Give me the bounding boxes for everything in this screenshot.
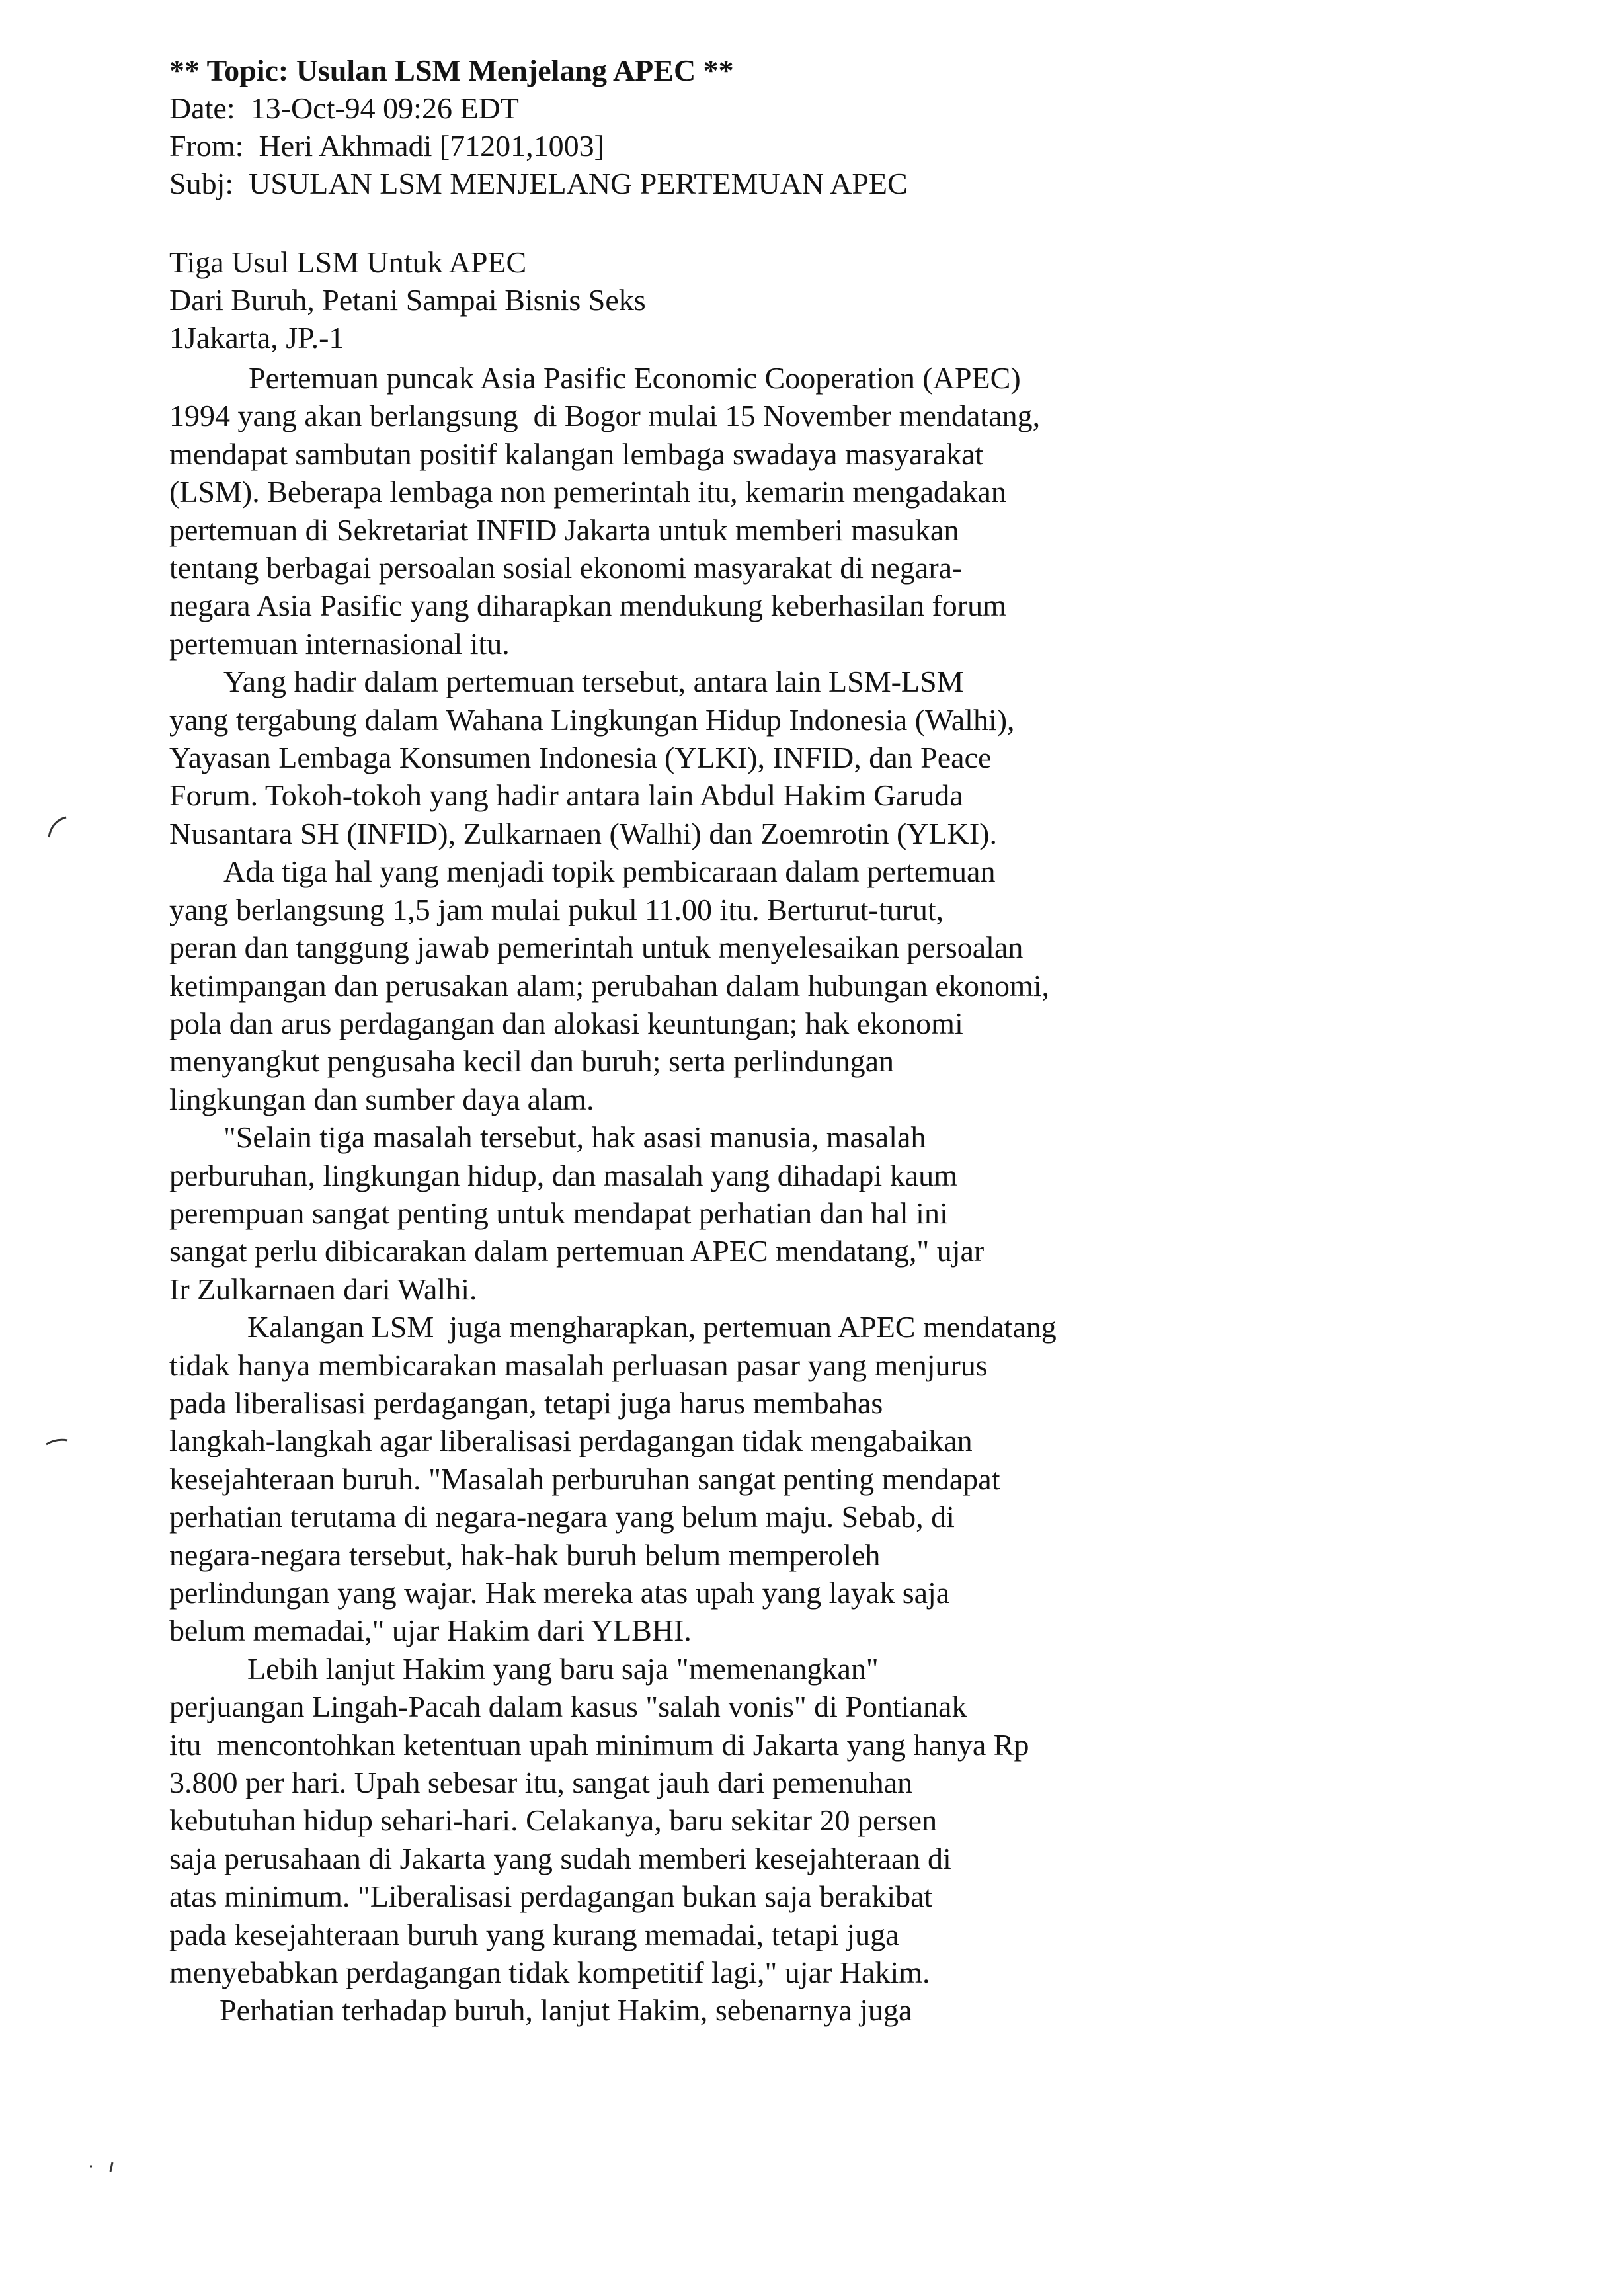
text-line: Yang hadir dalam pertemuan tersebut, antara lain LSM-LSM bbox=[223, 665, 964, 699]
paragraph bbox=[169, 1650, 1187, 1992]
text-line: negara-negara tersebut, hak-hak buruh belum memperoleh bbox=[169, 1538, 881, 1572]
subject-line bbox=[169, 165, 908, 202]
text-line: tentang berbagai persoalan sosial ekonomi masyarakat di negara- bbox=[169, 551, 963, 585]
subject-value: USULAN LSM MENJELANG PERTEMUAN APEC bbox=[249, 167, 908, 200]
text-line: pada liberalisasi perdagangan, tetapi juga harus membahas bbox=[169, 1385, 883, 1420]
text-line: pertemuan internasional itu. bbox=[169, 626, 510, 661]
email-header bbox=[169, 52, 908, 202]
article-body bbox=[169, 359, 1187, 2030]
text-line: Lebih lanjut Hakim yang baru saja "memenangkan" bbox=[247, 1651, 879, 1686]
date-value: 13-Oct-94 09:26 EDT bbox=[250, 91, 519, 125]
scan-mark bbox=[46, 813, 73, 840]
text-line: yang tergabung dalam Wahana Lingkungan Hidup Indonesia (Walhi), bbox=[169, 702, 1015, 737]
text-line: itu mencontohkan ketentuan upah minimum di Jakarta yang hanya Rp bbox=[169, 1727, 1029, 1762]
text-line: peran dan tanggung jawab pemerintah untuk menyelesaikan persoalan bbox=[169, 930, 1024, 965]
from-value: Heri Akhmadi [71201,1003] bbox=[259, 129, 604, 163]
text-line: kesejahteraan buruh. "Masalah perburuhan sangat penting mendapat bbox=[169, 1461, 1000, 1496]
article-title: Tiga Usul LSM Untuk APEC bbox=[169, 245, 527, 279]
text-line: pertemuan di Sekretariat INFID Jakarta untuk memberi masukan bbox=[169, 512, 959, 547]
text-line: (LSM). Beberapa lembaga non pemerintah itu, kemarin mengadakan bbox=[169, 475, 1006, 509]
paragraph bbox=[169, 1308, 1187, 1650]
paragraph bbox=[169, 359, 1187, 663]
text-line: kebutuhan hidup sehari-hari. Celakanya, baru sekitar 20 persen bbox=[169, 1803, 938, 1838]
text-line: "Selain tiga masalah tersebut, hak asasi manusia, masalah bbox=[223, 1120, 926, 1155]
from-label: From: bbox=[169, 129, 244, 163]
subject-label: Subj: bbox=[169, 167, 234, 200]
text-line: 3.800 per hari. Upah sebesar itu, sangat jauh dari pemenuhan bbox=[169, 1766, 913, 1800]
text-line: menyangkut pengusaha kecil dan buruh; serta perlindungan bbox=[169, 1044, 895, 1079]
article-headings bbox=[169, 243, 646, 356]
text-line: sangat perlu dibicarakan dalam pertemuan APEC mendatang," ujar bbox=[169, 1234, 985, 1268]
text-line: pola dan arus perdagangan dan alokasi keuntungan; hak ekonomi bbox=[169, 1006, 963, 1040]
from-line bbox=[169, 127, 908, 165]
article-subtitle: Dari Buruh, Petani Sampai Bisnis Seks bbox=[169, 283, 646, 317]
text-line: Nusantara SH (INFID), Zulkarnaen (Walhi) dan Zoemrotin (YLKI). bbox=[169, 816, 997, 850]
text-line: perempuan sangat penting untuk mendapat perhatian dan hal ini bbox=[169, 1196, 948, 1230]
text-line: ketimpangan dan perusakan alam; perubahan dalam hubungan ekonomi, bbox=[169, 968, 1050, 1003]
text-line: Pertemuan puncak Asia Pasific Economic Cooperation (APEC) bbox=[249, 361, 1021, 395]
dateline: 1Jakarta, JP.-1 bbox=[169, 321, 344, 354]
text-line: pada kesejahteraan buruh yang kurang memadai, tetapi juga bbox=[169, 1917, 899, 1951]
text-line: Ir Zulkarnaen dari Walhi. bbox=[169, 1272, 477, 1306]
date-line bbox=[169, 89, 908, 127]
paragraph bbox=[169, 663, 1187, 852]
text-line: perlindungan yang wajar. Hak mereka atas upah yang layak saja bbox=[169, 1576, 950, 1610]
text-line: Yayasan Lembaga Konsumen Indonesia (YLKI), INFID, dan Peace bbox=[169, 741, 992, 775]
text-line: Kalangan LSM juga mengharapkan, pertemuan APEC mendatang bbox=[247, 1310, 1057, 1344]
paragraph bbox=[169, 1991, 1187, 2029]
paragraph bbox=[169, 852, 1187, 1118]
text-line: Ada tiga hal yang menjadi topik pembicaraan dalam pertemuan bbox=[223, 854, 996, 889]
text-line: saja perusahaan di Jakarta yang sudah memberi kesejahteraan di bbox=[169, 1841, 951, 1875]
text-line: lingkungan dan sumber daya alam. bbox=[169, 1082, 594, 1116]
text-line: perjuangan Lingah-Pacah dalam kasus "salah vonis" di Pontianak bbox=[169, 1690, 967, 1724]
scan-mark bbox=[44, 1435, 70, 1448]
text-line: perburuhan, lingkungan hidup, dan masalah yang dihadapi kaum bbox=[169, 1158, 957, 1192]
text-line: Forum. Tokoh-tokoh yang hadir antara lain Abdul Hakim Garuda bbox=[169, 778, 963, 813]
date-label: Date: bbox=[169, 91, 235, 125]
text-line: atas minimum. "Liberalisasi perdagangan bukan saja berakibat bbox=[169, 1879, 933, 1914]
topic-line: ** Topic: Usulan LSM Menjelang APEC ** bbox=[169, 54, 734, 87]
text-line: belum memadai," ujar Hakim dari YLBHI. bbox=[169, 1614, 692, 1648]
text-line: negara Asia Pasific yang diharapkan mendukung keberhasilan forum bbox=[169, 589, 1006, 623]
text-line: perhatian terutama di negara-negara yang belum maju. Sebab, di bbox=[169, 1500, 955, 1534]
text-line: tidak hanya membicarakan masalah perluasan pasar yang menjurus bbox=[169, 1348, 988, 1382]
text-line: 1994 yang akan berlangsung di Bogor mulai 15 November mendatang, bbox=[169, 399, 1041, 433]
text-line: langkah-langkah agar liberalisasi perdagangan tidak mengabaikan bbox=[169, 1424, 973, 1458]
text-line: menyebabkan perdagangan tidak kompetitif lagi," ujar Hakim. bbox=[169, 1955, 930, 1990]
text-line: yang berlangsung 1,5 jam mulai pukul 11.00 itu. Berturut-turut, bbox=[169, 892, 944, 926]
text-line: Perhatian terhadap buruh, lanjut Hakim, sebenarnya juga bbox=[220, 1993, 912, 2028]
scan-mark bbox=[86, 2156, 126, 2176]
paragraph bbox=[169, 1118, 1187, 1308]
text-line: mendapat sambutan positif kalangan lembaga swadaya masyarakat bbox=[169, 436, 984, 471]
